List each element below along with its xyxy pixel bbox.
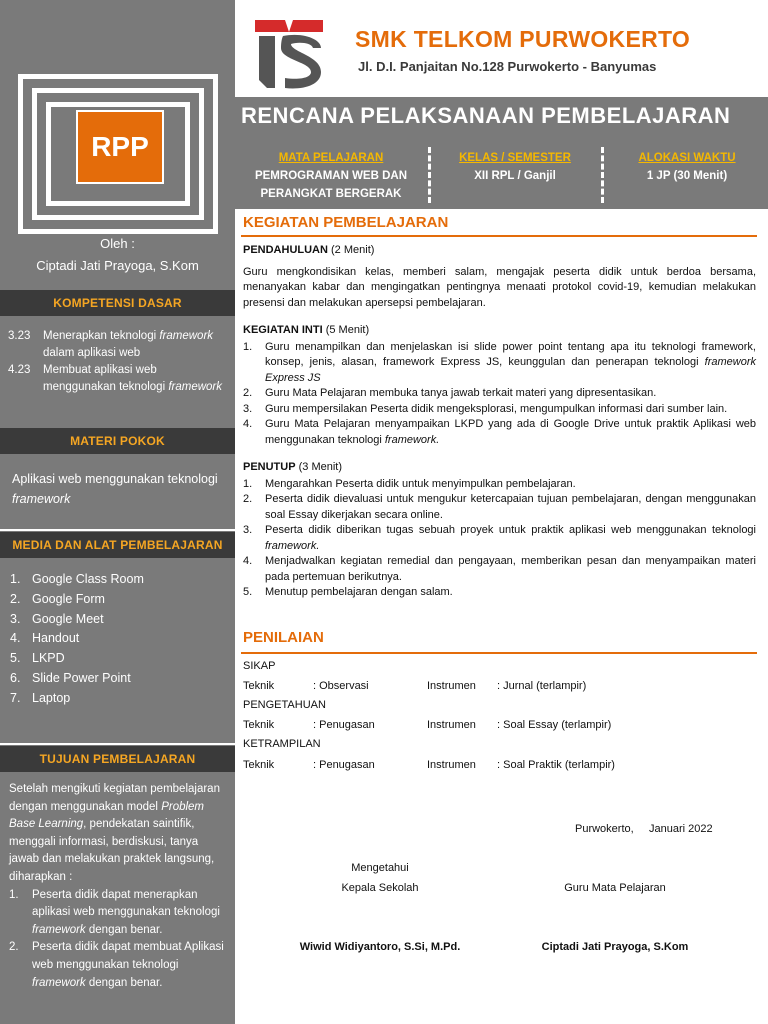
place-date: Purwokerto, Januari 2022 — [575, 823, 713, 835]
mapel-value-1: PEMROGRAMAN WEB DAN — [254, 170, 408, 182]
list-item: 4. Guru Mata Pelajaran menyampaikan LKPD yang ada di Google Drive untuk praktik Aplikasi web menggunakan teknologi framework. — [243, 418, 756, 446]
oleh-label: Oleh : — [100, 236, 135, 251]
list-item: 2. Peserta didik dievaluasi untuk mengukur ketercapaian tujuan pembelajaran, dengan menggunakan soal Essay dikerjakan secara online. — [243, 493, 756, 521]
kepsek-role: Kepala Sekolah — [341, 882, 419, 894]
list-item: 3. Peserta didik diberikan tugas sebuah proyek untuk praktik aplikasi web menggunakan teknologi framework. — [243, 524, 756, 552]
sikap-label: SIKAP — [243, 660, 276, 672]
pengetahuan-label: PENGETAHUAN — [243, 699, 326, 711]
list-item: 2. Guru Mata Pelajaran membuka tanya jawab terkait materi yang dipresentasikan. — [243, 387, 657, 399]
tujuan-item: 2. Peserta didik dapat membuat Aplikasi web menggunakan teknologi framework dengan benar. — [9, 941, 224, 989]
list-item: 1. Google Class Room — [10, 572, 144, 586]
separator — [601, 147, 604, 203]
list-item: 6. Slide Power Point — [10, 670, 131, 685]
kelas-block — [435, 149, 595, 185]
pendahuluan-text: Guru mengkondisikan kelas, memberi salam, mengajak peserta didik untuk berdoa bersama, menanyakan kabar dan mengingatkan pentingnya menaati protokol covid-19, kemudian melakukan presensi dan melakukan apersepsi pembelajaran. — [243, 265, 756, 309]
separator — [428, 147, 431, 203]
list-item: 3. Google Meet — [10, 611, 104, 626]
page-title: RENCANA PELAKSANAAN PEMBELAJARAN — [241, 103, 731, 128]
guru-role: Guru Mata Pelajaran — [564, 882, 666, 894]
waktu-label: ALOKASI WAKTU — [638, 152, 736, 164]
guru-name: Ciptadi Jati Prayoga, S.Kom — [541, 941, 689, 953]
tujuan-item: 1. Peserta didik dapat menerapkan aplikasi web menggunakan teknologi framework dengan benar. — [9, 888, 220, 936]
school-name: SMK TELKOM PURWOKERTO — [355, 26, 691, 52]
tujuan-intro: Setelah mengikuti kegiatan pembelajaran dengan menggunakan model Problem Base Learning, pendekatan saintifik, menggali informasi, berdiskusi, tanya jawab dan melakukan praktek langsung, diharapkan : — [9, 783, 220, 883]
section-rule — [241, 652, 757, 654]
tujuan-text — [9, 781, 227, 992]
pengetahuan-row: Teknik : Penugasan Instrumen : Soal Essay (terlampir) — [243, 719, 612, 731]
pendahuluan-block: PENDAHULUAN (2 Menit) Guru mengkondisikan kelas, memberi salam, mengajak peserta didik untuk berdoa bersama, menanyakan kabar dan mengingatkan pentingnya menaati protokol covid-19, kemudian melakukan presensi dan melakukan apersepsi pembelajaran. — [243, 243, 756, 311]
materi-title: MATERI POKOK — [0, 428, 235, 454]
kelas-value: XII RPL / Ganjil — [474, 170, 556, 182]
mapel-label: MATA PELAJARAN — [278, 152, 384, 164]
kegiatan-title: KEGIATAN PEMBELAJARAN — [243, 214, 449, 231]
list-item: 1. Guru menampilkan dan menjelaskan isi slide power point tentang apa itu teknologi framework, konsep, jenis, alasan, framework Express JS, keunggulan dan penerapan teknologi framework Express JS — [243, 340, 756, 384]
list-item: 7. Laptop — [10, 690, 71, 705]
main-content — [235, 0, 768, 1024]
title-band — [235, 97, 768, 209]
school-logo — [255, 18, 323, 90]
inti-label: KEGIATAN INTI — [243, 324, 323, 336]
kompetensi-title: KOMPETENSI DASAR — [0, 290, 235, 316]
inti-block: KEGIATAN INTI (5 Menit) 1. Guru menampilkan dan menjelaskan isi slide power point tentang apa itu teknologi framework, konsep, jenis, alasan, framework Express JS, keunggulan dan penerapan teknologi framework Express JS 2. Guru Mata Pelajaran membuka tanya jawab terkait materi yang dipresentasikan. 3. Guru mempersilakan Peserta didik mengeksplorasi, mengumpulkan informasi dari sumber lain. 4. Guru Mata Pelajaran menyampaikan LKPD yang ada di Google Drive untuk praktik Aplikasi web menggunakan teknologi framework. — [243, 323, 756, 448]
list-item: 4. Handout — [10, 631, 80, 646]
sikap-row: Teknik : Observasi Instrumen : Jurnal (terlampir) — [243, 680, 587, 692]
ketrampilan-row: Teknik : Penugasan Instrumen : Soal Praktik (terlampir) — [243, 759, 615, 771]
author-name: Ciptadi Jati Prayoga, S.Kom — [36, 258, 199, 273]
media-title: MEDIA DAN ALAT PEMBELAJARAN — [0, 532, 235, 558]
kompetensi-list — [8, 328, 230, 396]
mengetahui-label: Mengetahui — [351, 862, 409, 874]
list-item: 2. Google Form — [10, 591, 105, 606]
kompetensi-item: 4.23 Membuat aplikasi web menggunakan teknologi framework — [8, 364, 223, 393]
penutup-label: PENUTUP — [243, 461, 296, 473]
list-item: 5. LKPD — [10, 651, 65, 666]
list-item: 5. Menutup pembelajaran dengan salam. — [243, 586, 453, 598]
school-address: Jl. D.I. Panjaitan No.128 Purwokerto - Banyumas — [358, 59, 657, 74]
penutup-block: PENUTUP (3 Menit) 1. Mengarahkan Peserta didik untuk menyimpulkan pembelajaran. 2. Peserta didik dievaluasi untuk mengukur ketercapaian tujuan pembelajaran, dengan menggunakan soal Essay dikerjakan secara online. 3. Peserta didik diberikan tugas sebuah proyek untuk praktik aplikasi web menggunakan teknologi framework. 4. Menjadwalkan kegiatan remedial dan pengayaan, memberikan pesan dan menyampaikan materi pada pertemuan berikutnya. 5. Menutup pembelajaran dengan salam. — [243, 460, 756, 601]
kepsek-name: Wiwid Widiyantoro, S.Si, M.Pd. — [299, 941, 461, 953]
tujuan-title: TUJUAN PEMBELAJARAN — [0, 746, 235, 772]
sidebar — [0, 0, 235, 1024]
list-item: 4. Menjadwalkan kegiatan remedial dan pengayaan, memberikan pesan dan menyampaikan materi pada pertemuan berikutnya. — [243, 555, 756, 583]
divider — [0, 743, 235, 745]
list-item: 3. Guru mempersilakan Peserta didik mengeksplorasi, mengumpulkan informasi dari sumber lain. — [243, 402, 728, 415]
pendahuluan-label: PENDAHULUAN — [243, 244, 328, 256]
mapel-block — [235, 149, 427, 203]
penilaian-title: PENILAIAN — [243, 629, 324, 646]
kompetensi-item: 3.23 Menerapkan teknologi framework dalam aplikasi web — [8, 330, 214, 359]
section-rule — [241, 235, 757, 237]
ketrampilan-label: KETRAMPILAN — [243, 738, 321, 750]
waktu-value: 1 JP (30 Menit) — [646, 170, 728, 182]
waktu-block — [607, 149, 767, 185]
list-item: 1. Mengarahkan Peserta didik untuk menyimpulkan pembelajaran. — [243, 477, 576, 490]
materi-text: Aplikasi web menggunakan teknologi framework — [12, 472, 218, 506]
rpp-badge: RPP — [76, 110, 164, 184]
mapel-value-2: PERANGKAT BERGERAK — [260, 188, 402, 200]
divider — [0, 529, 235, 531]
kelas-label: KELAS / SEMESTER — [459, 152, 571, 164]
media-list — [10, 570, 230, 709]
